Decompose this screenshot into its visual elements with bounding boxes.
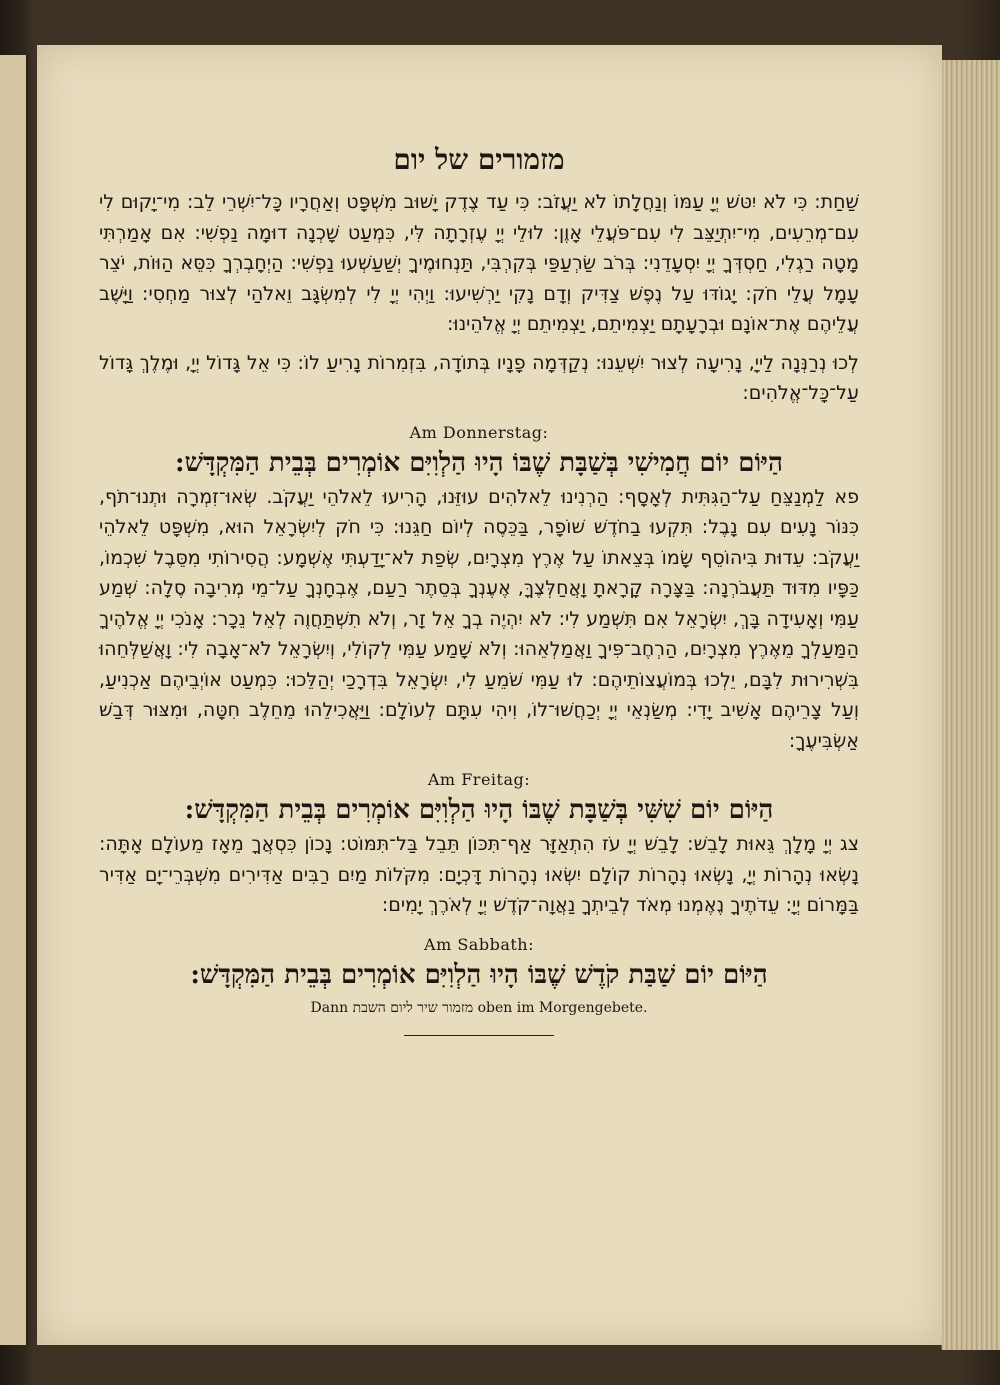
closing-rule [404, 1035, 554, 1036]
page-stack-edge [941, 60, 1000, 1350]
sabbath-note [99, 1000, 859, 1017]
page-content [99, 143, 859, 1036]
book-page [37, 45, 942, 1345]
sabbath-heading: הַיּוֹם יוֹם שַׁבַּת קֹדֶשׁ שֶׁבּוֹ הָיוּ הַלְוִיִּם אוֹמְרִים בְּבֵית הַמִּקְדָּשׁ: [190, 959, 768, 990]
friday-label: Am Freitag: [427, 770, 531, 789]
friday-psalm: צג יְיָ מָלָךְ גֵּאוּת לָבֵשׁ: לָבֵשׁ יְיָ עֹז הִתְאַזָּר אַף־תִּכּוֹן תֵּבֵל בַּל־תִּמּוֹט: נָכוֹן כִּסְאֲךָ מֵאָז מֵעוֹלָם אָתָּה: נָשְׂאוּ נְהָרוֹת יְיָ, נָשְׂאוּ נְהָרוֹת קוֹלָם יִשְׂאוּ נְהָרוֹת דָּכְיָם: מִקֹּלוֹת מַיִם רַבִּים אַדִּירִים מִשְׁבְּרֵי־יָם אַדִּיר בַּמָּרוֹם יְיָ: עֵדֹתֶיךָ נֶאֶמְנוּ מְאֹד לְבֵיתְךָ נַאֲוָה־קֹדֶשׁ יְיָ לְאֹרֶךְ יָמִים: [99, 833, 859, 916]
psalm-closing-verses: לְכוּ נְרַנְּנָה לַייָ, נָרִיעָה לְצוּר יִשְׁעֵנוּ: נְקַדְּמָה פָנָיו בְּתוֹדָה, בִּזְמִרוֹת נָרִיעַ לוֹ: כִּי אֵל גָּדוֹל יְיָ, וּמֶלֶךְ גָּדוֹל עַל־כָּל־אֱלֹהִים: [99, 351, 859, 404]
thursday-psalm: פא לַמְנַצֵּחַ עַל־הַגִּתִּית לְאָסָף: הַרְנִינוּ לֵאלֹהִים עוּזֵּנוּ, הָרִיעוּ לֵאלֹהֵי יַעֲקֹב. שְׂאוּ־זִמְרָה וּתְנוּ־תֹף, כִּנּוֹר נָעִים עִם נָבֶל: תִּקְעוּ בַחֹדֶשׁ שׁוֹפָר, בַּכֵּסֶה לְיוֹם חַגֵּנוּ: כִּי חֹק לְיִשְׂרָאֵל הוּא, מִשְׁפָּט לֵאלֹהֵי יַעֲקֹב: עֵדוּת בִּיהוֹסֵף שָׂמוֹ בְּצֵאתוֹ עַל אֶרֶץ מִצְרָיִם, שְׂפַת לֹא־יָדַעְתִּי אֶשְׁמָע: הֲסִירוֹתִי מִסֵּבֶל שִׁכְמוֹ, כַּפָּיו מִדּוּד תַּעֲבֹרְנָה: בַּצָּרָה קָרָאתָ וָאֲחַלְּצֶךָּ, אֶעֶנְךָ בְּסֵתֶר רַעַם, אֶבְחָנְךָ עַל־מֵי מְרִיבָה סֶלָה: שְׁמַע עַמִּי וְאָעִידָה בָּךְ, יִשְׂרָאֵל אִם תִּשְׁמַע לִי: לֹא יִהְיֶה בְךָ אֵל זָר, וְלֹא תִשְׁתַּחֲוֶה לְאֵל נֵכָר: אָנֹכִי יְיָ אֱלֹהֶיךָ הַמַּעַלְךָ מֵאֶרֶץ מִצְרָיִם, הַרְחֶב־פִּיךָ וַאֲמַלְאֵהוּ: וְלֹא שָׁמַע עַמִּי לְקוֹלִי, וְיִשְׂרָאֵל לֹא־אָבָה לִי: וָאֲשַׁלְּחֵהוּ בִּשְׁרִירוּת לִבָּם, יֵלְכוּ בְּמוֹעֲצוֹתֵיהֶם: לוּ עַמִּי שֹׁמֵעַ לִי, יִשְׂרָאֵל בִּדְרָכַי יְהַלֵּכוּ: כִּמְעַט אוֹיְבֵיהֶם אַכְנִיעַ, וְעַל צָרֵיהֶם אָשִׁיב יָדִי: מְשַׂנְאֵי יְיָ יְכַחֲשׁוּ־לוֹ, וִיהִי עִתָּם לְעוֹלָם: וַיַּאֲכִילֵהוּ מֵחֵלֶב חִטָּה, וּמִצּוּר דְּבַשׁ אַשְׂבִּיעֶךָ: [99, 485, 859, 752]
thursday-heading: הַיּוֹם יוֹם חֲמִישִׁי בְּשַׁבָּת שֶׁבּוֹ הָיוּ הַלְוִיִּם אוֹמְרִים בְּבֵית הַמִּקְדָּשׁ: [175, 447, 783, 478]
page-title: מזמורים של יום [393, 143, 565, 176]
previous-page-edge [0, 55, 28, 1345]
thursday-label: Am Donnerstag: [409, 422, 549, 442]
sabbath-note-post: oben im Morgengebete. [477, 999, 648, 1016]
psalm-continuation: שַׁחַת: כִּי לֹא יִטּשׁ יְיָ עַמּוֹ וְנַחֲלָתוֹ לֹא יַעֲזֹב: כִּי עַד צֶדֶק יָשׁוּב מִשְׁפָּט וְאַחֲרָיו כָּל־יִשְׁרֵי לֵב: מִי־יָקוּם לִי עִם־מְרֵעִים, מִי־יִתְיַצֵּב לִי עִם־פֹּעֲלֵי אָוֶן: לוּלֵי יְיָ עֶזְרָתָה לִּי, כִּמְעַט שָׁכְנָה דוּמָה נַפְשִׁי: אִם אָמַרְתִּי מָטָה רַגְלִי, חַסְדְּךָ יְיָ יִסְעָדֵנִי: בְּרֹב שַׂרְעַפַּי בְּקִרְבִּי, תַּנְחוּמֶיךָ יְשַׁעַשְׁעוּ נַפְשִׁי: הַיְחָבְרְךָ כִּסֵּא הַוּוֹת, יֹצֵר עָמָל עֲלֵי חֹק: יָגוֹדּוּ עַל נֶפֶשׁ צַדִּיק וְדָם נָקִי יַרְשִׁיעוּ: וַיְהִי יְיָ לִי לְמִשְׂגָּב וֵאלֹהַי לְצוּר מַחְסִי: וַיָּשֶׁב עֲלֵיהֶם אֶת־אוֹנָם וּבְרָעָתָם יַצְמִיתֵם, יַצְמִיתֵם יְיָ אֱלֹהֵינוּ: [99, 191, 859, 335]
friday-heading: הַיּוֹם יוֹם שִׁשִּׁי בְּשַׁבָּת שֶׁבּוֹ הָיוּ הַלְוִיִּם אוֹמְרִים בְּבֵית הַמִּקְדָּשׁ: [184, 795, 774, 825]
sabbath-note-hebrew: מזמור שיר ליום השבת [352, 999, 474, 1016]
sabbath-note-pre: Dann [310, 999, 349, 1016]
sabbath-label: Am Sabbath: [424, 934, 534, 954]
